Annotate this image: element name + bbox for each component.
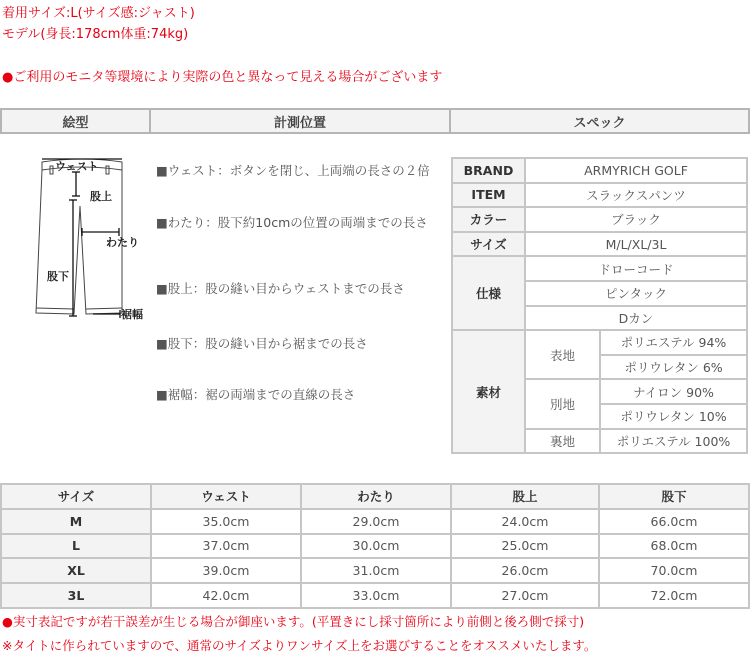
spec-label: BRAND (452, 158, 525, 183)
spec-value: ピンタック (525, 281, 747, 306)
size-header: 股上 (451, 484, 599, 509)
size-cell: 3L (1, 583, 151, 608)
spec-label: カラー (452, 207, 525, 232)
spec-table (451, 157, 748, 454)
spec-label: 仕様 (452, 256, 525, 330)
model-stats-text: モデル(身長:178cm体重:74kg) (2, 27, 189, 42)
table-row (1, 509, 749, 534)
pants-icon (30, 148, 160, 328)
value-cell: 66.0cm (599, 509, 749, 534)
spec-value: スラックスパンツ (525, 183, 747, 208)
desc-hem: ■裾幅：裾の両端までの直線の長さ (156, 387, 356, 402)
header-spec: スペック (573, 115, 626, 131)
value-cell: 24.0cm (451, 509, 599, 534)
size-cell: L (1, 534, 151, 559)
spec-row-brand (452, 158, 747, 183)
value-cell: 27.0cm (451, 583, 599, 608)
spec-value: ポリウレタン 6% (600, 355, 747, 380)
color-notice-text: ●ご利用のモニタ等環境により実際の色と異なって見える場合がございます (2, 70, 443, 85)
spec-label: サイズ (452, 232, 525, 257)
header-illustration: 絵型 (2, 110, 151, 132)
size-header: サイズ (1, 484, 151, 509)
value-cell: 33.0cm (301, 583, 451, 608)
header-measure-position: 計測位置 (151, 110, 451, 132)
value-cell: 72.0cm (599, 583, 749, 608)
value-cell: 26.0cm (451, 558, 599, 583)
label-waist: ウェスト (55, 160, 99, 173)
spec-value: ナイロン 90% (600, 379, 747, 404)
section-header (0, 108, 750, 134)
value-cell: 25.0cm (451, 534, 599, 559)
spec-row-features (452, 256, 747, 281)
label-rise: 股上 (90, 190, 112, 203)
size-worn-text: 着用サイズ:L(サイズ感:ジャスト) (2, 6, 195, 21)
value-cell: 39.0cm (151, 558, 301, 583)
size-cell: M (1, 509, 151, 534)
label-inseam: 股下 (47, 270, 69, 283)
table-row (1, 558, 749, 583)
desc-inseam: ■股下：股の縫い目から裾までの長さ (156, 336, 368, 351)
label-hem: 裾幅 (121, 308, 143, 321)
value-cell: 35.0cm (151, 509, 301, 534)
spec-value: ブラック (525, 207, 747, 232)
spec-row-material (452, 330, 747, 355)
value-cell: 37.0cm (151, 534, 301, 559)
material-sublabel: 別地 (525, 379, 600, 428)
size-header: わたり (301, 484, 451, 509)
spec-row-size (452, 232, 747, 257)
spec-label: ITEM (452, 183, 525, 208)
spec-value: ポリエステル 94% (600, 330, 747, 355)
measurement-descriptions (156, 160, 442, 406)
measurement-error-note: ●実寸表記ですが若干誤差が生じる場合が御座います。(平置きにし採寸箇所により前側と後ろ側で採寸) (2, 614, 585, 629)
size-table (0, 483, 750, 609)
spec-value: ポリエステル 100% (600, 429, 747, 454)
spec-row-color (452, 207, 747, 232)
size-up-recommendation: ※タイトに作られていますので、通常のサイズよりワンサイズ上をお選びすることをオススメいたします。 (2, 638, 597, 653)
size-table-header (1, 484, 749, 509)
spec-value: ドローコード (525, 256, 747, 281)
label-thigh: わたり (106, 236, 139, 249)
spec-value: ARMYRICH GOLF (525, 158, 747, 183)
spec-row-item (452, 183, 747, 208)
spec-value: Dカン (525, 306, 747, 331)
value-cell: 68.0cm (599, 534, 749, 559)
spec-value: ポリウレタン 10% (600, 404, 747, 429)
desc-waist: ■ウェスト：ボタンを閉じ、上両端の長さの２倍 (156, 163, 430, 178)
pants-illustration (30, 148, 160, 328)
size-cell: XL (1, 558, 151, 583)
value-cell: 31.0cm (301, 558, 451, 583)
material-sublabel: 表地 (525, 330, 600, 379)
value-cell: 70.0cm (599, 558, 749, 583)
size-header: 股下 (599, 484, 749, 509)
desc-rise: ■股上：股の縫い目からウェストまでの長さ (156, 281, 405, 296)
value-cell: 42.0cm (151, 583, 301, 608)
desc-thigh: ■わたり：股下約10cmの位置の両端までの長さ (156, 215, 428, 230)
value-cell: 29.0cm (301, 509, 451, 534)
spec-label: 素材 (452, 330, 525, 453)
table-row (1, 534, 749, 559)
value-cell: 30.0cm (301, 534, 451, 559)
table-row (1, 583, 749, 608)
spec-value: M/L/XL/3L (525, 232, 747, 257)
size-header: ウェスト (151, 484, 301, 509)
material-sublabel: 裏地 (525, 429, 600, 454)
